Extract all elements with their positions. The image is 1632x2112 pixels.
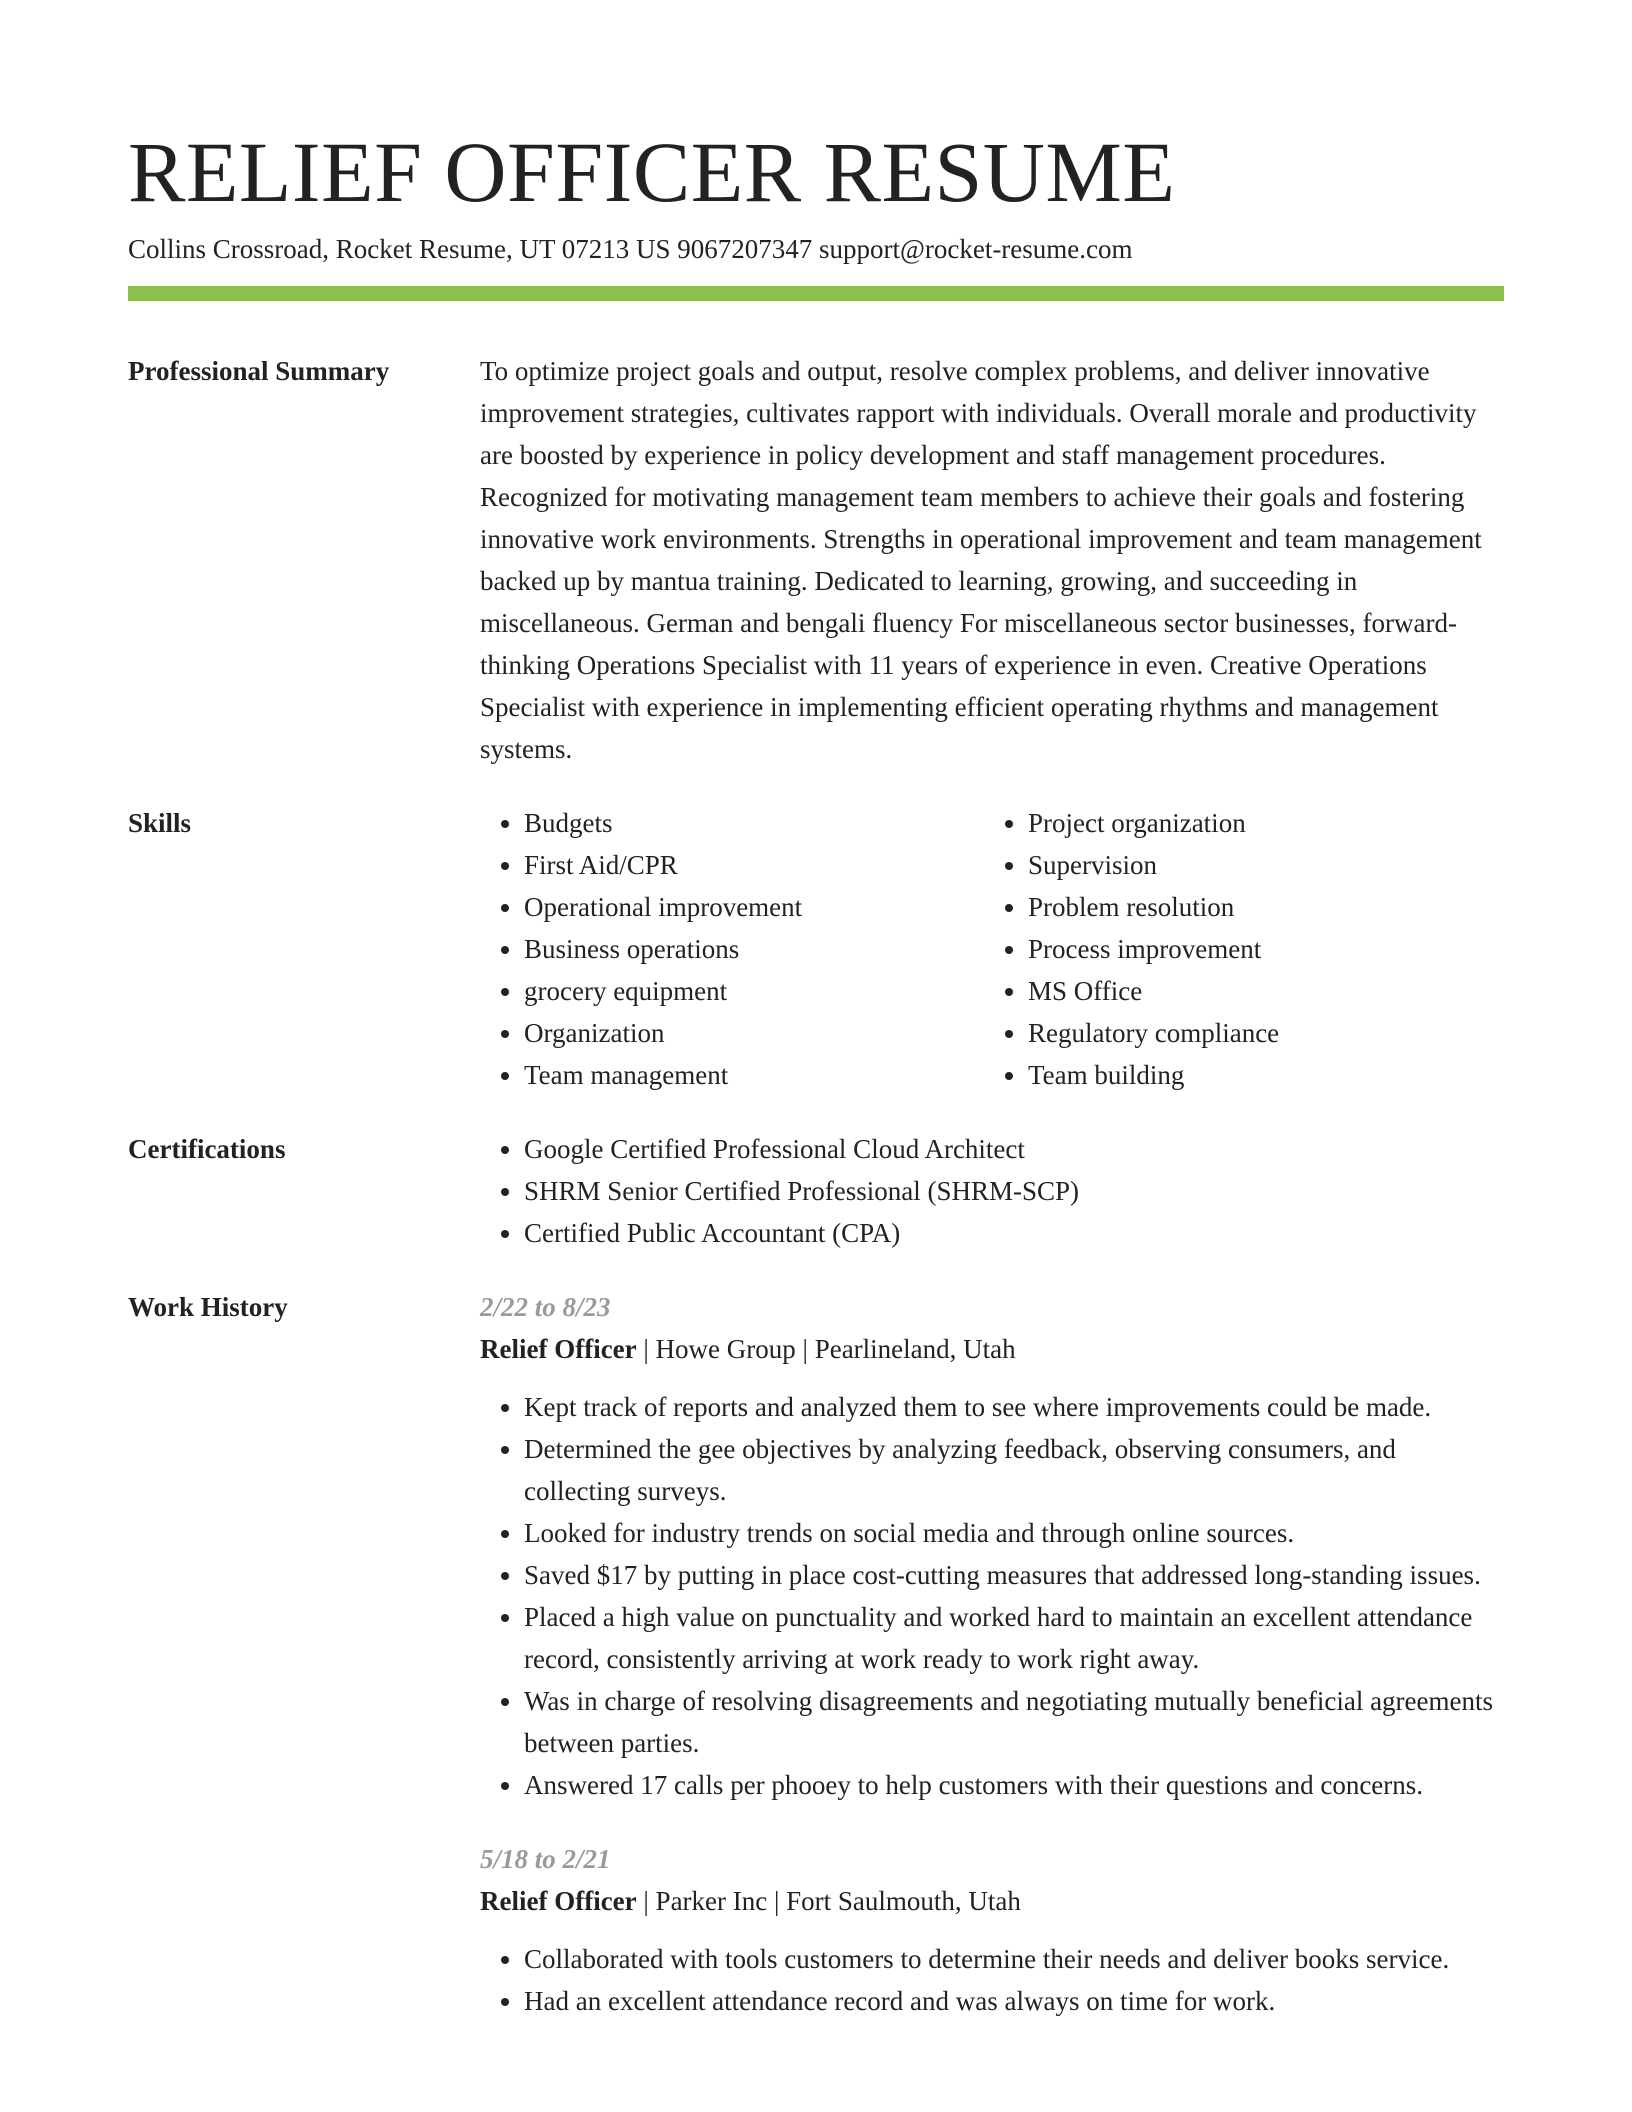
job-heading <box>480 1328 1504 1370</box>
job-bullet: • Collaborated with tools customers to determine their needs and deliver books service. <box>524 1938 1504 1980</box>
summary-text: To optimize project goals and output, resolve complex problems, and deliver innovative improvement strategies, cultivates rapport with individuals. Overall morale and productivity are boosted by experience in policy development and staff management procedures. Recognized for motivating management team members to achieve their goals and fostering innovative work environments. Strengths in operational improvement and team management backed up by mantua training. Dedicated to learning, growing, and succeeding in miscellaneous. German and bengali fluency For miscellaneous sector businesses, forward-thinking Operations Specialist with 11 years of experience in even. Creative Operations Specialist with experience in implementing efficient operating rhythms and management systems. <box>480 356 1482 764</box>
summary-label: Professional Summary <box>128 356 390 386</box>
skill-item: • Regulatory compliance <box>1028 1012 1488 1054</box>
job-heading <box>480 1880 1504 1922</box>
job-entry <box>480 1838 1504 2022</box>
certification-item: • Google Certified Professional Cloud Architect <box>524 1128 1504 1170</box>
job-dates: 2/22 to 8/23 <box>480 1292 611 1322</box>
job-bullet: • Looked for industry trends on social media and through online sources. <box>524 1512 1504 1554</box>
skills-list <box>480 802 1504 1096</box>
skill-item: • Supervision <box>1028 844 1488 886</box>
summary-section <box>128 350 1504 770</box>
job-bullet: • Determined the gee objectives by analyzing feedback, observing consumers, and collecting surveys. <box>524 1428 1504 1512</box>
certifications-label: Certifications <box>128 1134 286 1164</box>
certification-item: • SHRM Senior Certified Professional (SHRM-SCP) <box>524 1170 1504 1212</box>
accent-divider <box>128 286 1504 301</box>
job-dates: 5/18 to 2/21 <box>480 1844 611 1874</box>
job-bullet: • Kept track of reports and analyzed them to see where improvements could be made. <box>524 1386 1504 1428</box>
job-title: Relief Officer <box>480 1334 637 1364</box>
job-employer: | Howe Group | Pearlineland, Utah <box>636 1334 1016 1364</box>
certifications-list <box>480 1128 1504 1254</box>
skills-section <box>128 802 1504 1096</box>
job-employer: | Parker Inc | Fort Saulmouth, Utah <box>636 1886 1021 1916</box>
skill-item: • Business operations <box>524 928 984 970</box>
job-bullet: • Was in charge of resolving disagreements and negotiating mutually beneficial agreements between parties. <box>524 1680 1504 1764</box>
contact-line: Collins Crossroad, Rocket Resume, UT 07213 US 9067207347 support@rocket-resume.com <box>128 234 1133 264</box>
work-history-body <box>480 1286 1504 2054</box>
skill-item: • MS Office <box>1028 970 1488 1012</box>
skills-label: Skills <box>128 808 192 838</box>
job-bullet: • Had an excellent attendance record and was always on time for work. <box>524 1980 1504 2022</box>
job-entry <box>480 1286 1504 1806</box>
job-bullet: • Answered 17 calls per phooey to help customers with their questions and concerns. <box>524 1764 1504 1806</box>
skill-item: • First Aid/CPR <box>524 844 984 886</box>
job-bullet: • Placed a high value on punctuality and worked hard to maintain an excellent attendance record, consistently arriving at work ready to work right away. <box>524 1596 1504 1680</box>
resume-title: RELIEF OFFICER RESUME <box>128 124 1176 220</box>
job-bullets <box>480 1386 1504 1806</box>
summary-body <box>480 350 1504 770</box>
skill-item: • Problem resolution <box>1028 886 1488 928</box>
job-title: Relief Officer <box>480 1886 637 1916</box>
skills-column-left <box>480 802 984 1096</box>
certification-item: • Certified Public Accountant (CPA) <box>524 1212 1504 1254</box>
job-bullets <box>480 1938 1504 2022</box>
skill-item: • Process improvement <box>1028 928 1488 970</box>
job-bullet: • Saved $17 by putting in place cost-cutting measures that addressed long-standing issues. <box>524 1554 1504 1596</box>
skill-item: • Operational improvement <box>524 886 984 928</box>
skill-item: • Team management <box>524 1054 984 1096</box>
work-history-label: Work History <box>128 1292 288 1322</box>
skill-item: • Budgets <box>524 802 984 844</box>
certifications-section <box>128 1128 1504 1254</box>
skill-item: • Team building <box>1028 1054 1488 1096</box>
skill-item: • grocery equipment <box>524 970 984 1012</box>
skill-item: • Project organization <box>1028 802 1488 844</box>
skills-column-right <box>984 802 1488 1096</box>
certifications-body <box>480 1128 1504 1254</box>
work-history-section <box>128 1286 1504 2054</box>
skill-item: • Organization <box>524 1012 984 1054</box>
resume-content <box>128 350 1504 2086</box>
